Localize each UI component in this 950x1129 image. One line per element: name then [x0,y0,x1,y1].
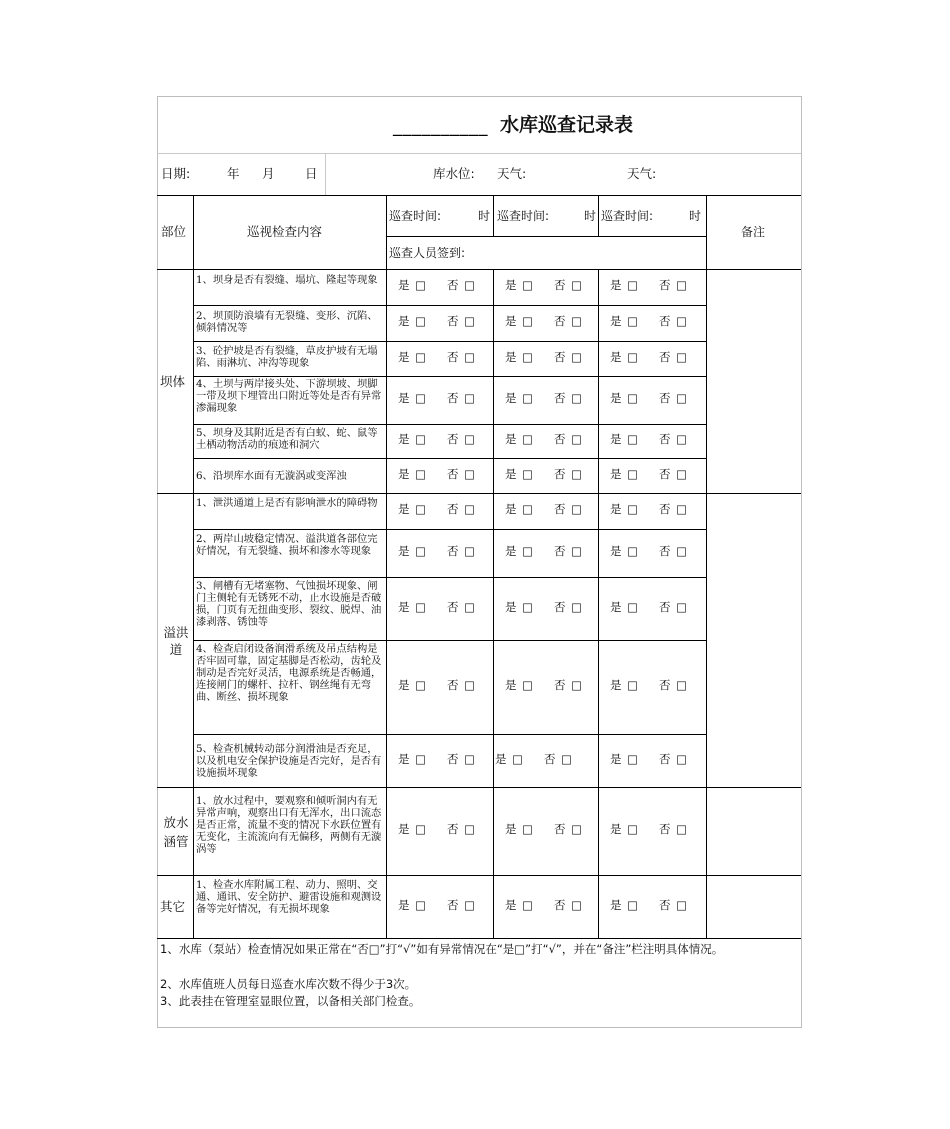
check-yes-box[interactable]: 是 □ [610,314,640,328]
check-yes-box[interactable]: 是 □ [505,502,535,516]
check-yes-box[interactable]: 是 □ [610,467,640,481]
check-yes-box[interactable]: 是 □ [398,678,428,692]
grid-line-h [193,734,706,735]
grid-line-v [493,195,494,236]
check-yes-box[interactable]: 是 □ [610,350,640,364]
grid-line-h [157,493,801,494]
date-label: 日期: [161,166,191,181]
item-spill-2: 2、两岸山坡稳定情况、溢洪道各部位完好情况，有无裂缝、损坏和渗水等现象 [196,533,378,557]
check-no-box[interactable]: 否 □ [447,544,477,558]
section-spillway-label: 溢洪道 [163,625,189,657]
note-1: 1、水库（泵站）检查情况如果正常在“否□”打“√”如有异常情况在“是□”打“√”，并在“备注”栏注明具体情况。 [160,942,724,956]
check-yes-box[interactable]: 是 □ [610,678,640,692]
header-time-2: 巡查时间: [497,209,550,223]
check-yes-box[interactable]: 是 □ [398,600,428,614]
check-yes-box[interactable]: 是 □ [505,822,535,836]
check-yes-box[interactable]: 是 □ [398,502,428,516]
grid-line-h [157,195,801,196]
check-no-box[interactable]: 否 □ [554,278,584,292]
check-yes-box[interactable]: 是 □ [610,391,640,405]
grid-line-h [157,153,801,154]
grid-line-h [157,269,801,270]
header-remark: 备注 [741,225,766,239]
header-hour-2: 时 [584,209,597,223]
grid-line-v [386,195,387,938]
item-dam-4: 4、土坝与两岸接头处、下游坝坡、坝脚一带及坝下埋管出口附近等处是否有异常渗漏现象 [196,378,382,414]
check-no-box[interactable]: 否 □ [447,822,477,836]
check-yes-box[interactable]: 是 □ [398,752,428,766]
check-yes-box[interactable]: 是 □ [505,432,535,446]
check-yes-box[interactable]: 是 □ [505,898,535,912]
check-no-box[interactable]: 否 □ [447,502,477,516]
section-spillway [160,624,192,658]
note-2: 2、水库值班人员每日巡查水库次数不得少于3次。 [160,977,417,991]
check-yes-box[interactable]: 是 □ [505,278,535,292]
grid-line-v [598,195,599,236]
check-no-box[interactable]: 否 □ [659,467,689,481]
check-no-box[interactable]: 否 □ [447,391,477,405]
check-no-box[interactable]: 否 □ [554,467,584,481]
header-part: 部位 [161,224,187,239]
check-yes-box[interactable]: 是 □ [505,314,535,328]
grid-line-h [193,529,706,530]
check-no-box[interactable]: 否 □ [554,391,584,405]
day-label: 日 [305,166,318,181]
check-no-box[interactable]: 否 □ [544,752,574,766]
check-yes-box[interactable]: 是 □ [398,822,428,836]
check-no-box[interactable]: 否 □ [554,432,584,446]
check-no-box[interactable]: 否 □ [447,752,477,766]
header-hour-3: 时 [689,209,702,223]
grid-line-v [706,195,707,938]
grid-line-h [157,875,801,876]
check-no-box[interactable]: 否 □ [659,278,689,292]
check-no-box[interactable]: 否 □ [659,391,689,405]
header-time-1: 巡查时间: [389,209,442,223]
year-label: 年 [227,166,240,181]
check-yes-box[interactable]: 是 □ [610,752,640,766]
check-yes-box[interactable]: 是 □ [398,350,428,364]
check-yes-box[interactable]: 是 □ [610,600,640,614]
check-no-box[interactable]: 否 □ [447,467,477,481]
grid-line-v [493,269,494,938]
header-time-3: 巡查时间: [601,209,654,223]
check-yes-box[interactable]: 是 □ [505,391,535,405]
item-dam-3: 3、砼护坡是否有裂缝，草皮护坡有无塌陷、雨淋坑、冲沟等现象 [196,345,378,369]
check-yes-box[interactable]: 是 □ [505,467,535,481]
check-yes-box[interactable]: 是 □ [398,544,428,558]
item-dam-2: 2、坝顶防浪墙有无裂缝、变形、沉陷、倾斜情况等 [196,310,378,334]
check-yes-box[interactable]: 是 □ [398,467,428,481]
check-no-box[interactable]: 否 □ [659,350,689,364]
check-yes-box[interactable]: 是 □ [610,898,640,912]
check-yes-box[interactable]: 是 □ [505,600,535,614]
grid-line-v [193,195,194,938]
grid-line-h [193,640,706,641]
check-no-box[interactable]: 否 □ [554,898,584,912]
grid-line-h [193,341,706,342]
title-blank: __________ [393,116,488,137]
item-dam-1: 1、坝身是否有裂缝、塌坑、隆起等现象 [196,274,378,286]
check-yes-box[interactable]: 是 □ [610,278,640,292]
check-yes-box[interactable]: 是 □ [610,544,640,558]
check-yes-box[interactable]: 是 □ [505,350,535,364]
item-spill-4: 4、检查启闭设备润滑系统及吊点结构是否牢固可靠，固定基脚是否松动，齿轮及制动是否完好灵活，电源系统是否畅通，连接闸门的螺杆、拉杆、钢丝绳有无弯曲、断丝、损坏现象 [196,643,382,703]
item-outlet-1: 1、放水过程中，要观察和倾听洞内有无异常声响，观察出口有无浑水，出口流态是否正常，流量不变的情况下水跃位置有无变化，主流流向有无偏移，两侧有无漩涡等 [196,795,382,855]
month-label: 月 [262,166,275,181]
check-no-box[interactable]: 否 □ [659,822,689,836]
weather-label-2: 天气: [627,166,657,181]
check-no-box[interactable]: 否 □ [659,544,689,558]
check-yes-box[interactable]: 是 □ [610,822,640,836]
check-no-box[interactable]: 否 □ [554,314,584,328]
check-no-box[interactable]: 否 □ [659,314,689,328]
check-yes-box[interactable]: 是 □ [398,432,428,446]
check-no-box[interactable]: 否 □ [447,432,477,446]
page-title: 水库巡查记录表 [500,114,634,136]
section-other: 其它 [160,899,186,914]
check-no-box[interactable]: 否 □ [659,432,689,446]
grid-line-h [386,236,706,237]
check-no-box[interactable]: 否 □ [659,752,689,766]
grid-line-h [193,376,706,377]
item-spill-5: 5、检查机械转动部分润滑油是否充足，以及机电安全保护设施是否完好，是否有设施损坏现象 [196,743,382,779]
grid-line-h [157,787,801,788]
check-no-box[interactable]: 否 □ [554,350,584,364]
item-spill-1: 1、泄洪通道上是否有影响泄水的障碍物 [196,497,378,509]
weather-label-1: 天气: [497,166,527,181]
check-yes-box[interactable]: 是 □ [398,278,428,292]
check-yes-box[interactable]: 是 □ [505,678,535,692]
check-yes-box[interactable]: 是 □ [610,432,640,446]
check-no-box[interactable]: 否 □ [447,600,477,614]
item-dam-5: 5、坝身及其附近是否有白蚁、蛇、鼠等土栖动物活动的痕迹和洞穴 [196,427,378,451]
check-no-box[interactable]: 否 □ [447,278,477,292]
item-other-1: 1、检查水库附属工程、动力、照明、交通、通讯、安全防护、避雷设施和观测设备等完好情况，有无损坏现象 [196,879,382,915]
grid-line-v [598,269,599,938]
grid-line-h [157,938,801,939]
check-no-box[interactable]: 否 □ [447,898,477,912]
grid-line-h [193,424,706,425]
check-no-box[interactable]: 否 □ [554,600,584,614]
section-dam: 坝体 [160,374,186,389]
check-yes-box[interactable]: 是 □ [610,502,640,516]
check-yes-box[interactable]: 是 □ [398,391,428,405]
grid-line-v [325,153,326,195]
check-no-box[interactable]: 否 □ [659,898,689,912]
check-no-box[interactable]: 否 □ [659,600,689,614]
check-no-box[interactable]: 否 □ [554,502,584,516]
grid-line-h [193,305,706,306]
note-3: 3、此表挂在管理室显眼位置，以备相关部门检查。 [160,994,421,1008]
check-yes-box[interactable]: 是 □ [495,752,525,766]
check-yes-box[interactable]: 是 □ [505,544,535,558]
grid-line-h [193,458,706,459]
header-hour-1: 时 [478,209,491,223]
check-yes-box[interactable]: 是 □ [398,898,428,912]
check-no-box[interactable]: 否 □ [554,544,584,558]
check-no-box[interactable]: 否 □ [447,350,477,364]
check-no-box[interactable]: 否 □ [447,314,477,328]
section-outlet [160,813,192,851]
header-inspector: 巡查人员签到: [389,246,466,260]
check-yes-box[interactable]: 是 □ [398,314,428,328]
check-no-box[interactable]: 否 □ [554,678,584,692]
item-dam-6: 6、沿坝库水面有无漩涡或变浑浊 [196,470,347,482]
check-no-box[interactable]: 否 □ [447,678,477,692]
section-outlet-label: 放水涵管 [163,815,189,849]
water-level-label: 库水位: [433,166,475,181]
check-no-box[interactable]: 否 □ [659,502,689,516]
item-spill-3: 3、闸槽有无堵塞物、气蚀损坏现象、闸门主侧轮有无锈死不动，止水设施是否破损，门页有无扭曲变形、裂纹、脱焊、油漆剥落、锈蚀等 [196,580,382,628]
check-no-box[interactable]: 否 □ [554,822,584,836]
check-no-box[interactable]: 否 □ [659,678,689,692]
grid-line-h [193,577,706,578]
header-content: 巡视检查内容 [247,224,323,239]
